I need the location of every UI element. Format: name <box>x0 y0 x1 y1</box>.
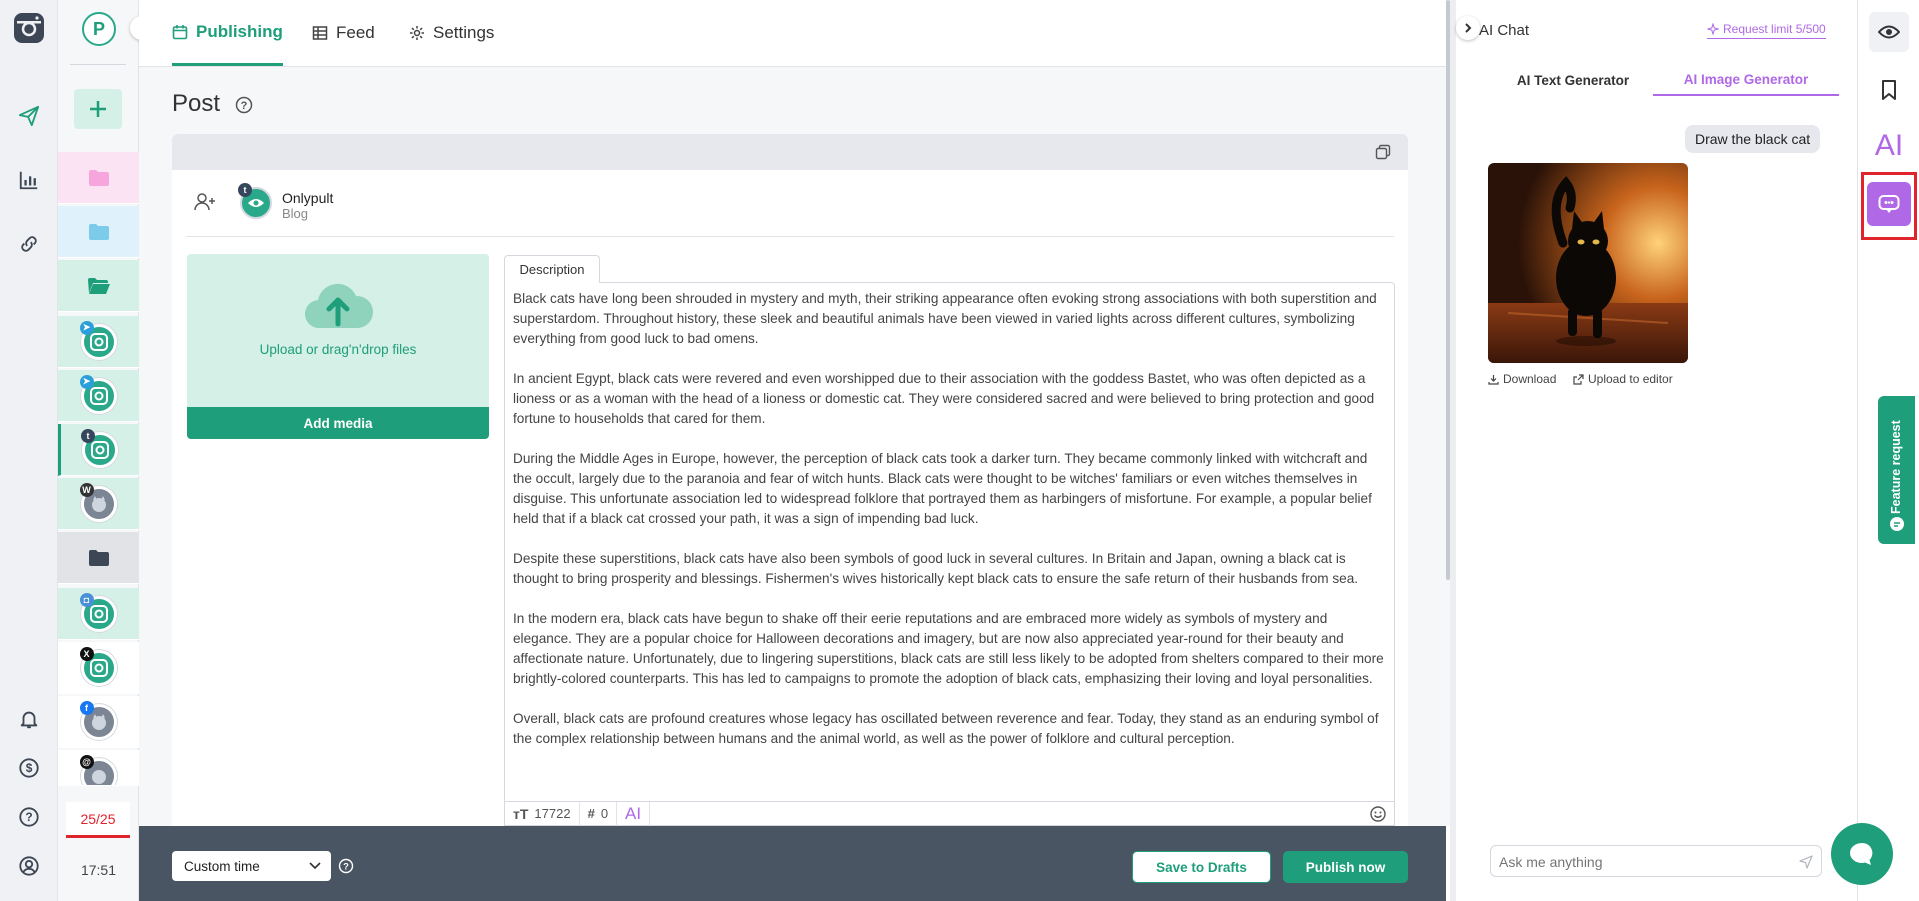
tab-label: Publishing <box>196 21 283 41</box>
telegram-badge-icon: ➤ <box>80 375 94 389</box>
channel-avatar <box>81 324 117 360</box>
user-message-bubble: Draw the black cat <box>1685 125 1820 153</box>
app-logo-icon[interactable] <box>9 8 49 48</box>
channel-avatar <box>81 596 117 632</box>
publish-now-button[interactable]: Publish now <box>1283 851 1408 883</box>
analytics-nav-icon[interactable] <box>9 160 49 200</box>
folder-green-open[interactable] <box>58 260 139 312</box>
description-paragraph: In ancient Egypt, black cats were revered and even worshipped due to their association with the goddess Bastet, who was often depicted as a lioness or as a woman with the head of a lioness or domestic cat. They were considered sacred and were believed to bring protection and good fortune to households that cared for them. <box>513 371 1375 426</box>
instagram-icon <box>90 659 108 677</box>
account-avatar <box>240 187 272 219</box>
publishing-nav-icon[interactable] <box>9 96 49 136</box>
cat-avatar-icon <box>89 766 109 786</box>
eye-logo-icon <box>247 197 265 209</box>
folder-icon <box>88 549 110 567</box>
chat-input-box <box>1490 845 1822 877</box>
hashtag-count-value: 0 <box>600 806 609 821</box>
instagram-icon <box>90 387 108 405</box>
channel-avatar <box>82 432 118 468</box>
cat-avatar-icon <box>89 712 109 732</box>
request-limit-text: Request limit 5/500 <box>1723 22 1826 36</box>
ai-chat-toggle-button[interactable] <box>1867 182 1911 226</box>
account-type: Blog <box>282 206 309 221</box>
channel-wordpress[interactable] <box>58 478 139 530</box>
send-icon <box>1799 855 1813 869</box>
help-question-icon[interactable] <box>338 858 354 874</box>
download-label: Download <box>1503 372 1557 386</box>
facebook-badge-icon: f <box>80 701 94 715</box>
tumblr-badge-icon: t <box>238 183 252 197</box>
download-link[interactable] <box>1488 372 1556 386</box>
channel-instagram-4[interactable] <box>58 588 139 640</box>
svg-text:?: ? <box>240 100 248 112</box>
channel-telegram-instagram-2[interactable] <box>58 370 139 422</box>
svg-text:$: $ <box>25 761 33 776</box>
upload-cloud-icon <box>302 280 374 332</box>
x-badge-icon: X <box>80 647 94 661</box>
editor-toolbar <box>504 802 1395 826</box>
chat-bot-icon <box>1878 193 1900 215</box>
description-paragraph: Overall, black cats are profound creatures whose legacy has oscillated between reverence and fear. Today, they stand as an enduring symbol of the complex relationship between humans and the animal world, as well as the power of folklore and cultural perception. <box>513 711 1379 746</box>
bookmark-icon[interactable] <box>1869 70 1909 110</box>
emoji-icon[interactable] <box>1362 806 1394 822</box>
help-question-icon[interactable] <box>235 96 253 114</box>
time-select[interactable] <box>172 851 331 881</box>
text-size-icon: ᴛT <box>513 805 529 822</box>
feature-request-label: Feature request <box>1889 420 1903 514</box>
instagram-icon <box>90 333 108 351</box>
upload-to-editor-label: Upload to editor <box>1588 372 1673 386</box>
folder-pink[interactable] <box>58 152 139 204</box>
feature-request-tab[interactable] <box>1878 396 1915 544</box>
description-text <box>513 289 1387 769</box>
wordpress-badge-icon: W <box>80 483 94 497</box>
channel-tumblr-selected[interactable] <box>58 424 139 476</box>
description-paragraph: In the modern era, black cats have begun to shake off their eerie reputations and are embraced more widely as symbols of mystery and elegance. They are a popular choice for Halloween decorations and imagery, but are now also appreciated year-round for their beauty and affectionate nature. Unfortunately, due to lingering superstitions, black cats are still less likely to be adopted from shelters compared to their more brightly-colored counterparts. This has led to campaigns to promote the adoption of black cats, emphasizing their loving and loyal personalities. <box>513 611 1384 686</box>
hashtag-count <box>580 802 617 826</box>
download-icon <box>1488 374 1499 385</box>
billing-dollar-icon[interactable] <box>9 748 49 788</box>
channels-column <box>58 0 139 901</box>
channel-avatar <box>81 704 117 740</box>
description-textarea[interactable] <box>504 282 1395 802</box>
channel-x[interactable] <box>58 642 139 694</box>
folder-blue[interactable] <box>58 206 139 258</box>
tab-settings[interactable] <box>409 0 494 66</box>
top-tabs-bar <box>139 0 1450 67</box>
folder-open-icon <box>87 277 111 295</box>
channel-avatar <box>81 486 117 522</box>
ai-button[interactable]: AI <box>1874 129 1904 162</box>
user-profile-icon[interactable] <box>9 846 49 886</box>
channel-threads[interactable] <box>58 750 139 786</box>
sparkle-icon <box>1707 23 1719 35</box>
save-drafts-button[interactable]: Save to Drafts <box>1132 851 1271 883</box>
add-user-icon[interactable] <box>194 192 216 212</box>
grid-table-icon <box>312 25 328 41</box>
char-count <box>505 802 580 826</box>
main-content <box>139 67 1450 826</box>
instagram-icon <box>91 441 109 459</box>
main-navigation <box>0 0 58 901</box>
description-paragraph: Despite these superstitions, black cats have also been symbols of good luck in several cultures. In Britain and Japan, owning a black cat is thought to bring prosperity and blessings. Fishermen's wives historically kept black cats to ensure the safe return of their husbands from sea. <box>513 551 1359 586</box>
workspace-avatar[interactable]: P <box>82 12 116 46</box>
footer-bar <box>139 826 1446 901</box>
instagram-icon <box>90 605 108 623</box>
upload-to-editor-link[interactable] <box>1573 372 1673 386</box>
tab-label: Settings <box>433 23 495 42</box>
support-chat-button[interactable] <box>1831 823 1893 885</box>
ai-chat-title: AI Chat <box>1479 22 1530 39</box>
generated-cat-image[interactable] <box>1488 163 1688 363</box>
add-channel-button[interactable] <box>74 89 122 129</box>
ai-assist-button[interactable]: AI <box>617 802 650 826</box>
chat-bubble-icon <box>1849 842 1875 866</box>
svg-text:?: ? <box>25 810 33 825</box>
telegram-badge-icon: ➤ <box>80 321 94 335</box>
ai-chat-panel <box>1456 0 1857 901</box>
channel-avatar <box>81 378 117 414</box>
card-header <box>172 134 1408 170</box>
description-paragraph: During the Middle Ages in Europe, however, the perception of black cats took a darker turn. They became commonly linked with witchcraft and the occult, largely due to the paranoia and fear of witch hunts. Black cats were thought to be witches' familiars or even witches themselves in disguise. This unfortunate association led to widespread folklore that portrayed them as harbingers of misfortune. For example, a popular belief held that if a black cat crossed your path, it was a sign of impending bad luck. <box>513 451 1372 526</box>
description-paragraph: Black cats have long been shrouded in mystery and myth, their striking appearance often evoking strong associations with both superstition and superstardom. Throughout history, these sleek and beautiful animals have been viewed in varied lights across different cultures, symbolizing everything from good luck to bad omens. <box>513 291 1377 346</box>
clock-time: 17:51 <box>80 862 117 878</box>
post-editor-card <box>172 134 1408 826</box>
folder-icon <box>88 223 110 241</box>
help-question-icon[interactable] <box>9 797 49 837</box>
copy-icon[interactable] <box>1375 144 1391 160</box>
instagram-badge-icon: ◘ <box>80 593 94 607</box>
add-media-button[interactable]: Add media <box>187 407 489 439</box>
collapse-chevron-icon[interactable] <box>1456 16 1480 40</box>
chat-icon <box>1889 516 1905 532</box>
right-rail <box>1857 0 1919 901</box>
channel-facebook[interactable] <box>58 696 139 748</box>
link-nav-icon[interactable] <box>9 224 49 264</box>
page-title: Post <box>172 90 221 117</box>
tab-label: Feed <box>336 23 375 42</box>
upload-dropzone[interactable] <box>187 254 489 407</box>
folder-dark[interactable] <box>58 532 139 584</box>
tab-feed[interactable] <box>312 0 375 66</box>
tab-description[interactable]: Description <box>504 255 600 283</box>
request-limit[interactable] <box>1707 22 1826 39</box>
calendar-icon <box>172 24 188 40</box>
char-count-value: 17722 <box>534 806 571 821</box>
threads-badge-icon: @ <box>80 755 94 769</box>
chevron-down-icon <box>309 862 321 870</box>
folder-icon <box>88 169 110 187</box>
tab-ai-image-generator[interactable]: AI Image Generator <box>1653 64 1839 96</box>
time-select-value: Custom time <box>184 858 260 874</box>
channel-avatar <box>81 650 117 686</box>
hashtag-icon: # <box>587 806 595 821</box>
tab-publishing[interactable] <box>172 0 283 66</box>
gear-icon <box>409 25 425 41</box>
posts-counter: 25/25 <box>66 802 130 838</box>
tab-ai-text-generator[interactable]: AI Text Generator <box>1516 72 1630 88</box>
channel-avatar <box>81 758 117 786</box>
upload-text: Upload or drag'n'drop files <box>259 342 417 357</box>
preview-eye-icon[interactable] <box>1869 12 1909 52</box>
external-link-icon <box>1573 374 1584 385</box>
account-name: Onlypult <box>282 190 334 206</box>
notifications-bell-icon[interactable] <box>9 699 49 739</box>
tumblr-badge-icon: t <box>81 429 95 443</box>
chat-input[interactable] <box>1499 852 1789 872</box>
svg-text:?: ? <box>343 861 349 873</box>
cat-avatar-icon <box>89 494 109 514</box>
channel-telegram-instagram[interactable] <box>58 316 139 368</box>
